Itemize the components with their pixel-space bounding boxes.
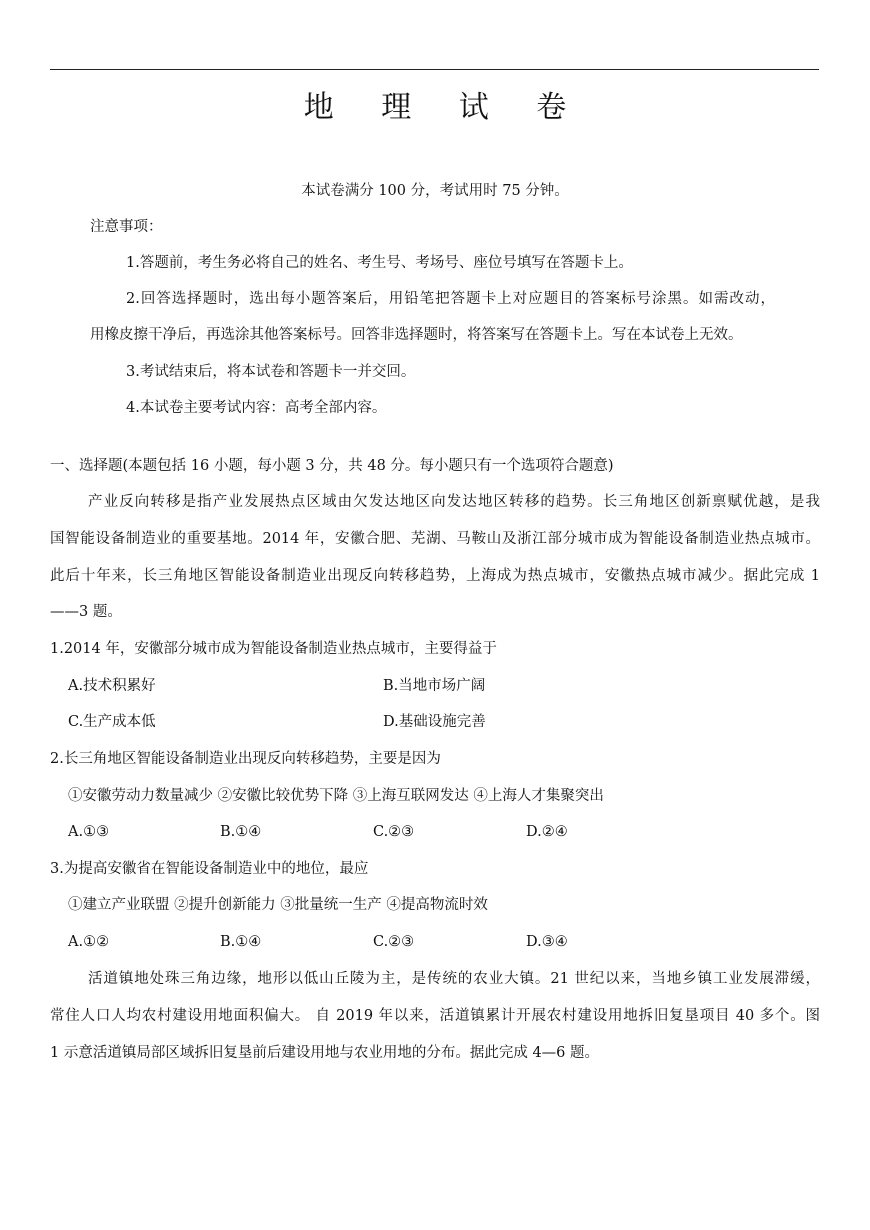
notes-item-3: 3.考试结束后，将本试卷和答题卡一并交回。 xyxy=(126,364,416,380)
header-rule xyxy=(50,69,819,70)
notes-heading: 注意事项： xyxy=(90,219,163,235)
question-2-option-c: C.②③ xyxy=(373,824,415,840)
passage-2-line: 常住人口人均农村建设用地面积偏大。 自 2019 年以来，活道镇累计开展农村建设用地拆旧复垦项目 40 多个。图 xyxy=(50,1008,820,1024)
question-2-option-b: B.①④ xyxy=(220,824,262,840)
question-3-option-a: A.①② xyxy=(68,934,110,950)
question-1-stem: 1.2014 年，安徽部分城市成为智能设备制造业热点城市，主要得益于 xyxy=(50,641,497,657)
exam-intro: 本试卷满分 100 分，考试用时 75 分钟。 xyxy=(301,183,569,199)
question-2-items: ①安徽劳动力数量减少 ②安徽比较优势下降 ③上海互联网发达 ④上海人才集聚突出 xyxy=(68,788,604,804)
passage-2-line: 活道镇地处珠三角边缘，地形以低山丘陵为主，是传统的农业大镇。21 世纪以来，当地乡镇工业发展滞缓， xyxy=(88,971,820,987)
question-3-stem: 3.为提高安徽省在智能设备制造业中的地位，最应 xyxy=(50,861,369,877)
passage-1-line: ——3 题。 xyxy=(50,604,122,620)
notes-item-2-line-1: 2.回答选择题时，选出每小题答案后，用铅笔把答题卡上对应题目的答案标号涂黑。如需改动， xyxy=(126,291,775,307)
question-2-option-d: D.②④ xyxy=(526,824,568,840)
question-1-option-c: C.生产成本低 xyxy=(68,714,156,730)
question-3-option-d: D.③④ xyxy=(526,934,568,950)
section-heading: 一、选择题(本题包括 16 小题，每小题 3 分，共 48 分。每小题只有一个选项符合题意) xyxy=(50,458,614,474)
question-1-option-b: B.当地市场广阔 xyxy=(383,678,486,694)
question-2-stem: 2.长三角地区智能设备制造业出现反向转移趋势，主要是因为 xyxy=(50,751,441,767)
question-3-items: ①建立产业联盟 ②提升创新能力 ③批量统一生产 ④提高物流时效 xyxy=(68,897,488,913)
question-3-option-c: C.②③ xyxy=(373,934,415,950)
notes-item-1: 1.答题前，考生务必将自己的姓名、考生号、考场号、座位号填写在答题卡上。 xyxy=(126,255,633,271)
passage-1-line: 国智能设备制造业的重要基地。2014 年，安徽合肥、芜湖、马鞍山及浙江部分城市成为智能设备制造业热点城市。 xyxy=(50,531,820,547)
question-1-option-a: A.技术积累好 xyxy=(68,678,156,694)
question-3-option-b: B.①④ xyxy=(220,934,262,950)
question-2-option-a: A.①③ xyxy=(68,824,110,840)
notes-item-2-line-2: 用橡皮擦干净后，再选涂其他答案标号。回答非选择题时，将答案写在答题卡上。写在本试卷上无效。 xyxy=(90,327,743,343)
passage-1-line: 产业反向转移是指产业发展热点区域由欠发达地区向发达地区转移的趋势。长三角地区创新禀赋优越，是我 xyxy=(88,494,820,510)
passage-2-line: 1 示意活道镇局部区域拆旧复垦前后建设用地与农业用地的分布。据此完成 4—6 题。 xyxy=(50,1045,600,1061)
passage-1-line: 此后十年来，长三角地区智能设备制造业出现反向转移趋势，上海成为热点城市，安徽热点城市减少。据此完成 1 xyxy=(50,568,820,584)
question-1-option-d: D.基础设施完善 xyxy=(383,714,486,730)
notes-item-4: 4.本试卷主要考试内容：高考全部内容。 xyxy=(126,400,387,416)
page-title: 地 理 试 卷 xyxy=(303,90,586,125)
